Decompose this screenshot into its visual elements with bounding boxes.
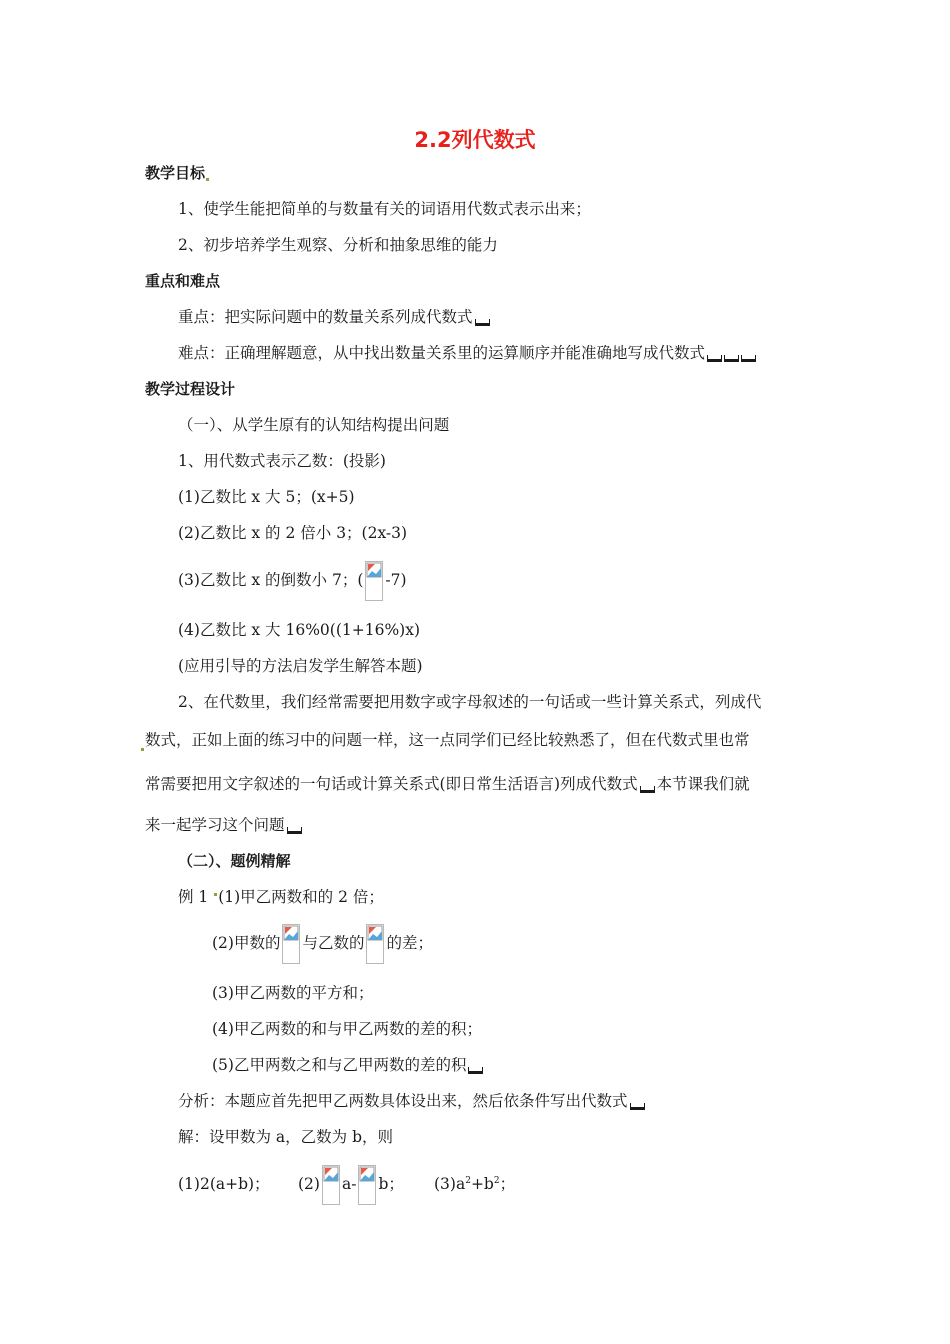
mark-icon <box>724 355 739 362</box>
question-2: (2)乙数比 x 的 2 倍小 3；(2x-3) <box>178 524 408 542</box>
goal-2: 2、初步培养学生观察、分析和抽象思维的能力 <box>178 236 498 254</box>
answer-3-text-b: +b <box>470 1175 494 1193</box>
goal-1: 1、使学生能把简单的与数量有关的词语用代数式表示出来； <box>178 200 591 218</box>
analysis <box>178 1091 645 1111</box>
answer-1: (1)2(a+b)； <box>178 1175 270 1193</box>
mark-dot <box>206 178 209 181</box>
answer-2-text-b: b； <box>378 1175 404 1193</box>
solution: 解：设甲数为 a，乙数为 b，则 <box>178 1128 394 1146</box>
key-point-text: 重点：把实际问题中的数量关系列成代数式 <box>178 308 473 326</box>
broken-image-icon <box>358 1165 376 1205</box>
paragraph-2-line-3 <box>145 774 750 794</box>
example-2 <box>212 919 433 967</box>
paragraph-2-line-4-text: 来一起学习这个问题 <box>145 816 285 834</box>
heading-goals <box>145 163 209 183</box>
example-1 <box>178 887 384 907</box>
question-1: (1)乙数比 x 大 5；(x+5) <box>178 488 355 506</box>
mark-icon <box>475 319 490 326</box>
question-3-text: (3)乙数比 x 的倒数小 7；( <box>178 571 364 589</box>
paragraph-2-line-3-tail: 本节课我们就 <box>656 775 750 793</box>
difficult-point-text: 难点：正确理解题意，从中找出数量关系里的运算顺序并能准确地写成代数式 <box>178 344 706 362</box>
mark-icon <box>630 1103 645 1110</box>
example-1-text: (1)甲乙两数和的 2 倍； <box>218 888 384 906</box>
paragraph-2-line-4 <box>145 815 302 835</box>
answer-3 <box>434 1160 515 1208</box>
mark-icon <box>707 355 722 362</box>
broken-image-icon <box>282 924 300 964</box>
paragraph-2-line-3-text: 常需要把用文字叙述的一句话或计算关系式(即日常生活语言)列成代数式 <box>145 775 638 793</box>
example-5-text: (5)乙甲两数之和与乙甲两数的差的积 <box>212 1056 467 1074</box>
page-title: 2.2列代数式 <box>414 128 536 152</box>
answer-2-label: (2) <box>298 1175 320 1193</box>
broken-image-icon <box>366 924 384 964</box>
heading-key-points: 重点和难点 <box>145 272 221 290</box>
paragraph-2-line-2-text: 数式，正如上面的练习中的问题一样，这一点同学们已经比较熟悉了，但在代数式里也常 <box>145 731 750 749</box>
mark-icon <box>468 1067 483 1074</box>
example-5 <box>212 1055 483 1075</box>
difficult-point <box>178 343 756 363</box>
question-3-tail: -7) <box>385 571 407 589</box>
answer-3-text-c: ； <box>499 1175 516 1193</box>
question-intro: 1、用代数式表示乙数：(投影) <box>178 452 386 470</box>
paragraph-2-line-1: 2、在代数里，我们经常需要把用数字或字母叙述的一句话或一些计算关系式，列成代 <box>178 693 762 711</box>
answer-3-text-a: (3)a <box>434 1175 466 1193</box>
paragraph-2-line-2 <box>145 730 750 751</box>
key-point <box>178 307 490 327</box>
example-3: (3)甲乙两数的平方和； <box>212 984 374 1002</box>
example-2-text-c: 的差； <box>386 934 433 952</box>
mark-dot <box>214 893 217 896</box>
mark-icon <box>640 786 655 793</box>
answer-2 <box>298 1160 404 1208</box>
example-2-text-a: (2)甲数的 <box>212 934 281 952</box>
example-label: 例 1 <box>178 888 214 906</box>
mark-icon <box>287 827 302 834</box>
superscript: 2 <box>493 1176 500 1186</box>
question-note: (应用引导的方法启发学生解答本题) <box>178 657 423 675</box>
superscript: 2 <box>465 1176 471 1186</box>
mark-icon <box>741 355 756 362</box>
example-2-text-b: 与乙数的 <box>302 934 365 952</box>
question-3 <box>178 556 407 604</box>
answer-2-text-a: a- <box>341 1175 357 1193</box>
question-4: (4)乙数比 x 大 16%0((1+16%)x) <box>178 621 421 639</box>
heading-goals-text: 教学目标 <box>145 164 206 182</box>
section-1: （一）、从学生原有的认知结构提出问题 <box>178 416 450 434</box>
broken-image-icon <box>365 561 383 601</box>
section-2: （二）、题例精解 <box>178 852 291 870</box>
broken-image-icon <box>322 1165 340 1205</box>
example-4: (4)甲乙两数的和与甲乙两数的差的积； <box>212 1020 482 1038</box>
mark-dot <box>141 748 144 751</box>
analysis-text: 分析：本题应首先把甲乙两数具体设出来，然后依条件写出代数式 <box>178 1092 628 1110</box>
heading-process: 教学过程设计 <box>145 380 236 398</box>
